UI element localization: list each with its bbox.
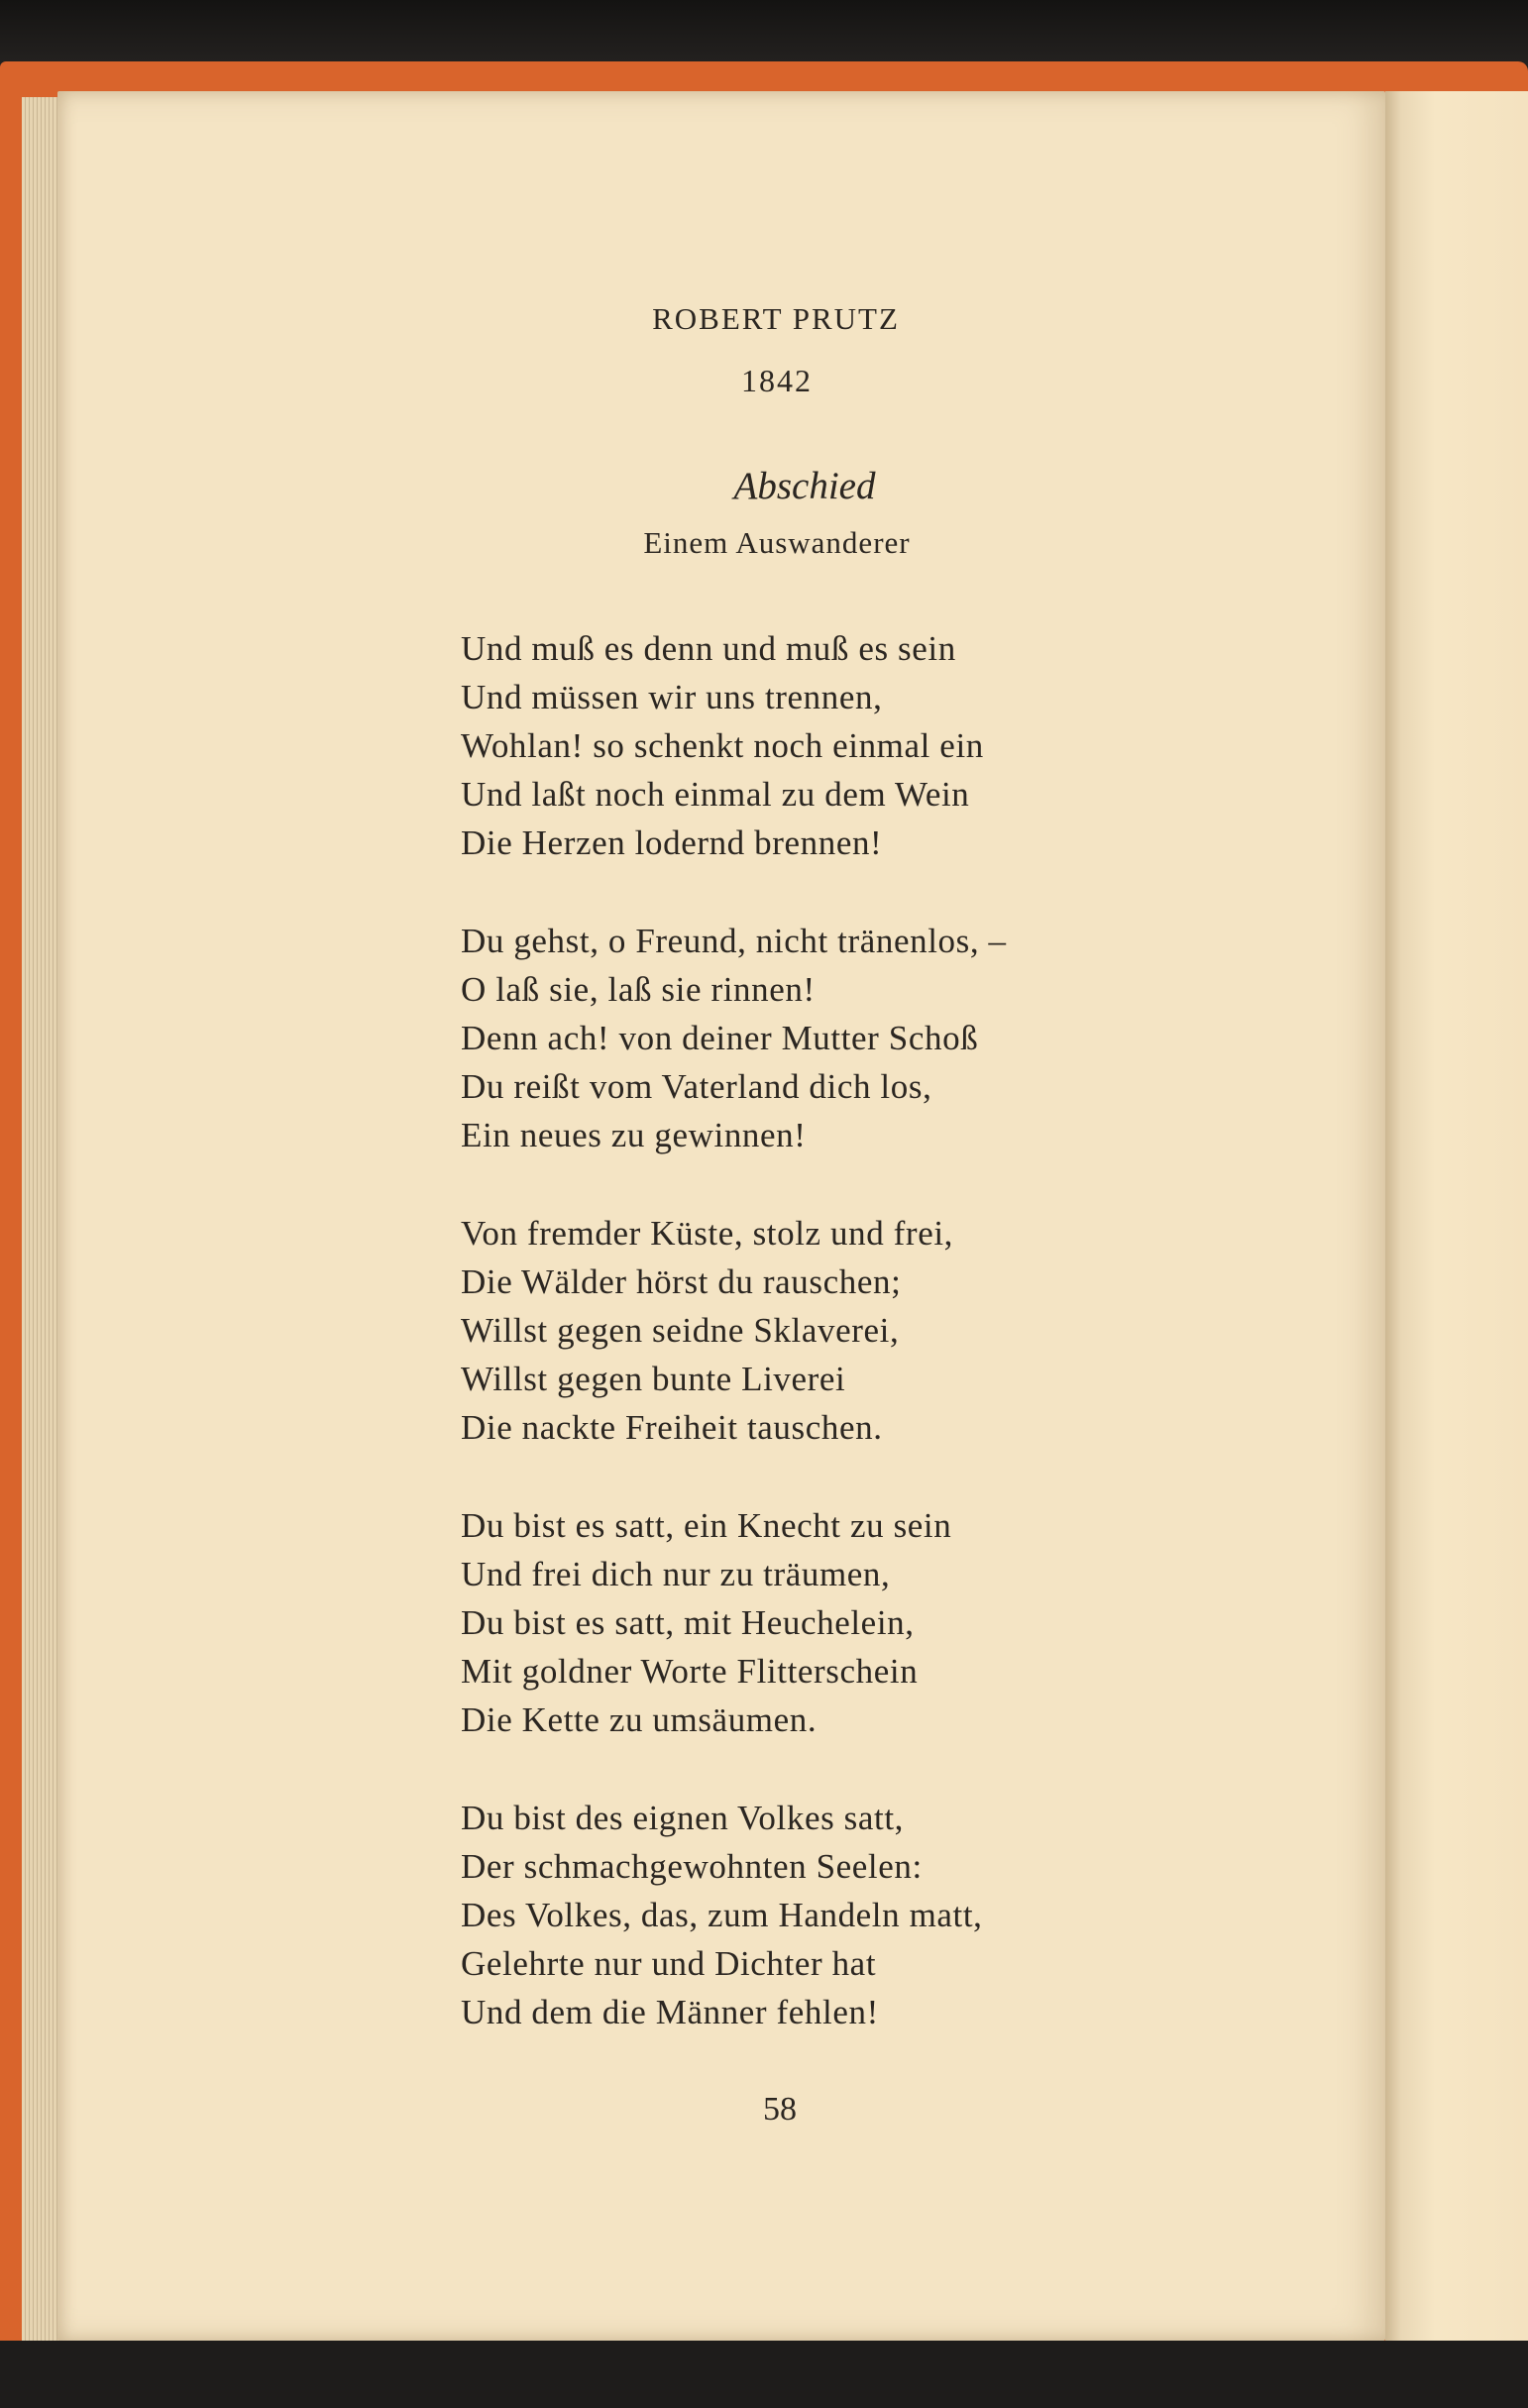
poem-line: Und frei dich nur zu träumen, [461, 1555, 891, 1593]
poem-line: Und laßt noch einmal zu dem Wein [461, 775, 970, 814]
poem-title: Abschied [733, 465, 876, 507]
poem-line: Du gehst, o Freund, nicht tränenlos, – [461, 922, 1007, 960]
poem-line: Des Volkes, das, zum Handeln matt, [461, 1896, 983, 1934]
stanza [461, 1209, 1105, 1452]
poem-body [461, 624, 1105, 2086]
poem-line: Der schmachgewohnten Seelen: [461, 1847, 923, 1886]
poem-line: Willst gegen bunte Liverei [461, 1360, 846, 1398]
poem-line: Ein neues zu gewinnen! [461, 1116, 807, 1154]
poem-line: Die Herzen lodernd brennen! [461, 823, 883, 862]
author-heading: ROBERT PRUTZ [652, 301, 900, 336]
poem-line: Und muß es denn und muß es sein [461, 629, 956, 668]
facing-page [1385, 91, 1528, 2346]
poem-line: Willst gegen seidne Sklaverei, [461, 1311, 900, 1350]
poem-line: Mit goldner Worte Flitterschein [461, 1652, 919, 1691]
poem-subtitle: Einem Auswanderer [643, 525, 911, 560]
stanza [461, 1794, 1105, 2036]
poem-line: Die Wälder hörst du rauschen; [461, 1262, 902, 1301]
stanza [461, 917, 1105, 1159]
poem-line: Denn ach! von deiner Mutter Schoß [461, 1019, 979, 1057]
background-bottom [0, 2341, 1528, 2408]
year-heading: 1842 [741, 363, 813, 398]
poem-line: O laß sie, laß sie rinnen! [461, 970, 816, 1009]
poem-line: Die nackte Freiheit tauschen. [461, 1408, 883, 1447]
poem-line: Und müssen wir uns trennen, [461, 678, 883, 716]
page-number: 58 [763, 2091, 797, 2128]
poem-line: Du bist es satt, mit Heuchelein, [461, 1603, 915, 1642]
poem-line: Von fremder Küste, stolz und frei, [461, 1214, 954, 1253]
poem-line: Du reißt vom Vaterland dich los, [461, 1067, 932, 1106]
poem-line: Wohlan! so schenkt noch einmal ein [461, 726, 984, 765]
stanza [461, 1501, 1105, 1744]
poem-line: Du bist des eignen Volkes satt, [461, 1799, 905, 1837]
poem-line: Gelehrte nur und Dichter hat [461, 1944, 877, 1983]
stanza [461, 624, 1105, 867]
poem-line: Du bist es satt, ein Knecht zu sein [461, 1506, 952, 1545]
poem-line: Die Kette zu umsäumen. [461, 1700, 818, 1739]
poem-line: Und dem die Männer fehlen! [461, 1993, 879, 2031]
